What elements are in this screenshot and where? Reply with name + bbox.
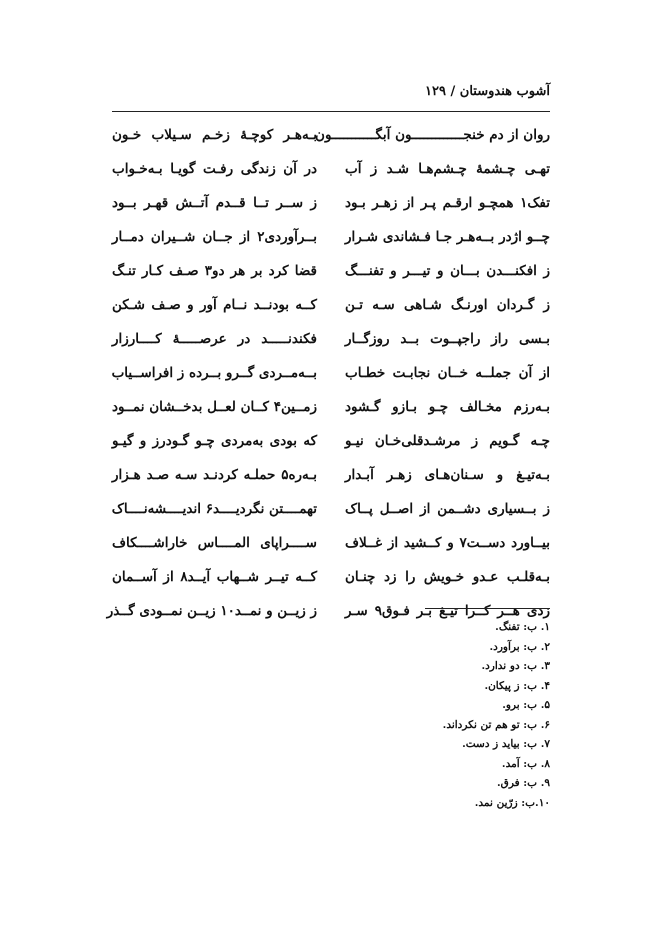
footnotes	[300, 618, 550, 813]
footnote: ۴. ب: ز پیکان.	[484, 679, 550, 692]
hemistich-left: ز ســر تــا قــدم آتــش قهـر بــود	[112, 195, 317, 211]
hemistich-left: تهمــــتن نگردیــــد۶ اندیــــشه‌نــــاک	[111, 501, 317, 517]
hemistich-right: بـه‌رزم مخـالف چـو بـازو گـشود	[345, 399, 550, 415]
hemistich-left: بـه‌هـر کوچـهٔ زخـم سـیلاب خـون	[112, 127, 317, 143]
hemistich-left: که بودی به‌مردی چـو گـودرز و گیـو	[112, 433, 317, 449]
running-header: آشوب هندوستان / ۱۲۹	[425, 84, 550, 99]
hemistich-right: روان از دم خنجـــــــــــــون آبگـــــــــــون	[315, 127, 550, 143]
footnote: ۳. ب: دو ندارد.	[481, 660, 550, 672]
footnote: ۶. ب: تو هم تن نکرداند.	[442, 718, 550, 731]
hemistich-left: ز زیــن و نمــد۱۰ زیــن نمــودی گــذر	[106, 603, 317, 619]
couplet	[112, 390, 550, 424]
hemistich-left: ســــراپای المــــاس خاراشــــکاف	[112, 535, 317, 551]
footnote: ۱۰.ب: زرّین نمد.	[474, 796, 550, 809]
header-rule	[112, 111, 550, 112]
footnote: ۸. ب: آمد.	[501, 757, 550, 770]
footnote: ۱. ب: تفنگ.	[495, 621, 550, 633]
hemistich-left: بـه‌ره۵ حملـه کردنـد سـه صـد هـزار	[112, 467, 317, 483]
hemistich-left: بــه‌مــردی گــرو بــرده ز افراســیاب	[111, 365, 317, 381]
hemistich-right: بـه‌قلـب عـدو خـویش را زد چنـان	[345, 569, 550, 585]
footnote-rule	[425, 608, 550, 609]
footnote: ۷. ب: بیاید ز دست.	[462, 738, 550, 750]
hemistich-right: ز افکنـــدن بـــان و تیـــر و تفنـــگ	[345, 263, 550, 279]
couplet	[112, 560, 550, 594]
couplet	[112, 186, 550, 220]
hemistich-right: ز گـردان اورنـگ شـاهی سـه تـن	[345, 297, 550, 313]
hemistich-left: فکندنـــــد در عرصـــــهٔ کــــارزار	[112, 331, 317, 347]
couplet	[112, 118, 550, 152]
poem-body	[106, 118, 550, 628]
hemistich-left: کــه تیــر شــهاب آیــد۸ از آســمان	[112, 569, 317, 585]
hemistich-right: چـه گـویم ز مرشـدقلی‌خـان نیـو	[345, 433, 550, 449]
couplet	[112, 492, 550, 526]
hemistich-right: زدی هــر کــرا تیـغ بـر فـوق۹ سـر	[345, 603, 550, 619]
hemistich-left: قضا کرد بر هر دو۳ صـف کـار تنـگ	[112, 263, 317, 279]
couplet	[112, 356, 550, 390]
couplet	[112, 526, 550, 560]
hemistich-left: بــرآوردی۲ از جــان شــیران دمــار	[112, 229, 317, 245]
footnote: ۲. ب: برآورد.	[489, 640, 550, 653]
hemistich-right: بـه‌تیـغ و سـنان‌هـای زهـر آبـدار	[345, 467, 550, 483]
hemistich-right: بـسی راز راجپــوت بــد روزگــار	[345, 331, 550, 347]
couplet	[112, 254, 550, 288]
couplet	[112, 424, 550, 458]
footnote: ۵. ب: برو.	[502, 699, 550, 711]
hemistich-right: از آن جملــه خــان نجابـت خطـاب	[345, 365, 550, 381]
hemistich-right: ز بــسیاری دشــمن از اصــل پــاک	[345, 501, 550, 517]
footnote: ۹. ب: فرق.	[497, 777, 550, 789]
couplet	[112, 220, 550, 254]
hemistich-left: در آن زندگی رفـت گویـا بـه‌خـواب	[112, 161, 317, 177]
couplet	[112, 152, 550, 186]
couplet	[112, 322, 550, 356]
couplet	[112, 458, 550, 492]
hemistich-right: تهـی چـشمهٔ چـشم‌هـا شـد ز آب	[345, 161, 550, 177]
hemistich-left: کــه بودنــد نــام آور و صـف شـکن	[112, 297, 317, 313]
hemistich-left: زمــین۴ کــان لعــل بدخــشان نمــود	[112, 399, 317, 415]
hemistich-right: تفک۱ همچـو ارقـم پـر از زهـر بـود	[345, 195, 550, 211]
hemistich-right: چــو اژدر بــه‌هـر جـا فـشاندی شـرار	[345, 229, 550, 245]
hemistich-right: بیــاورد دســت۷ و کــشید از غــلاف	[345, 535, 550, 551]
couplet	[112, 288, 550, 322]
